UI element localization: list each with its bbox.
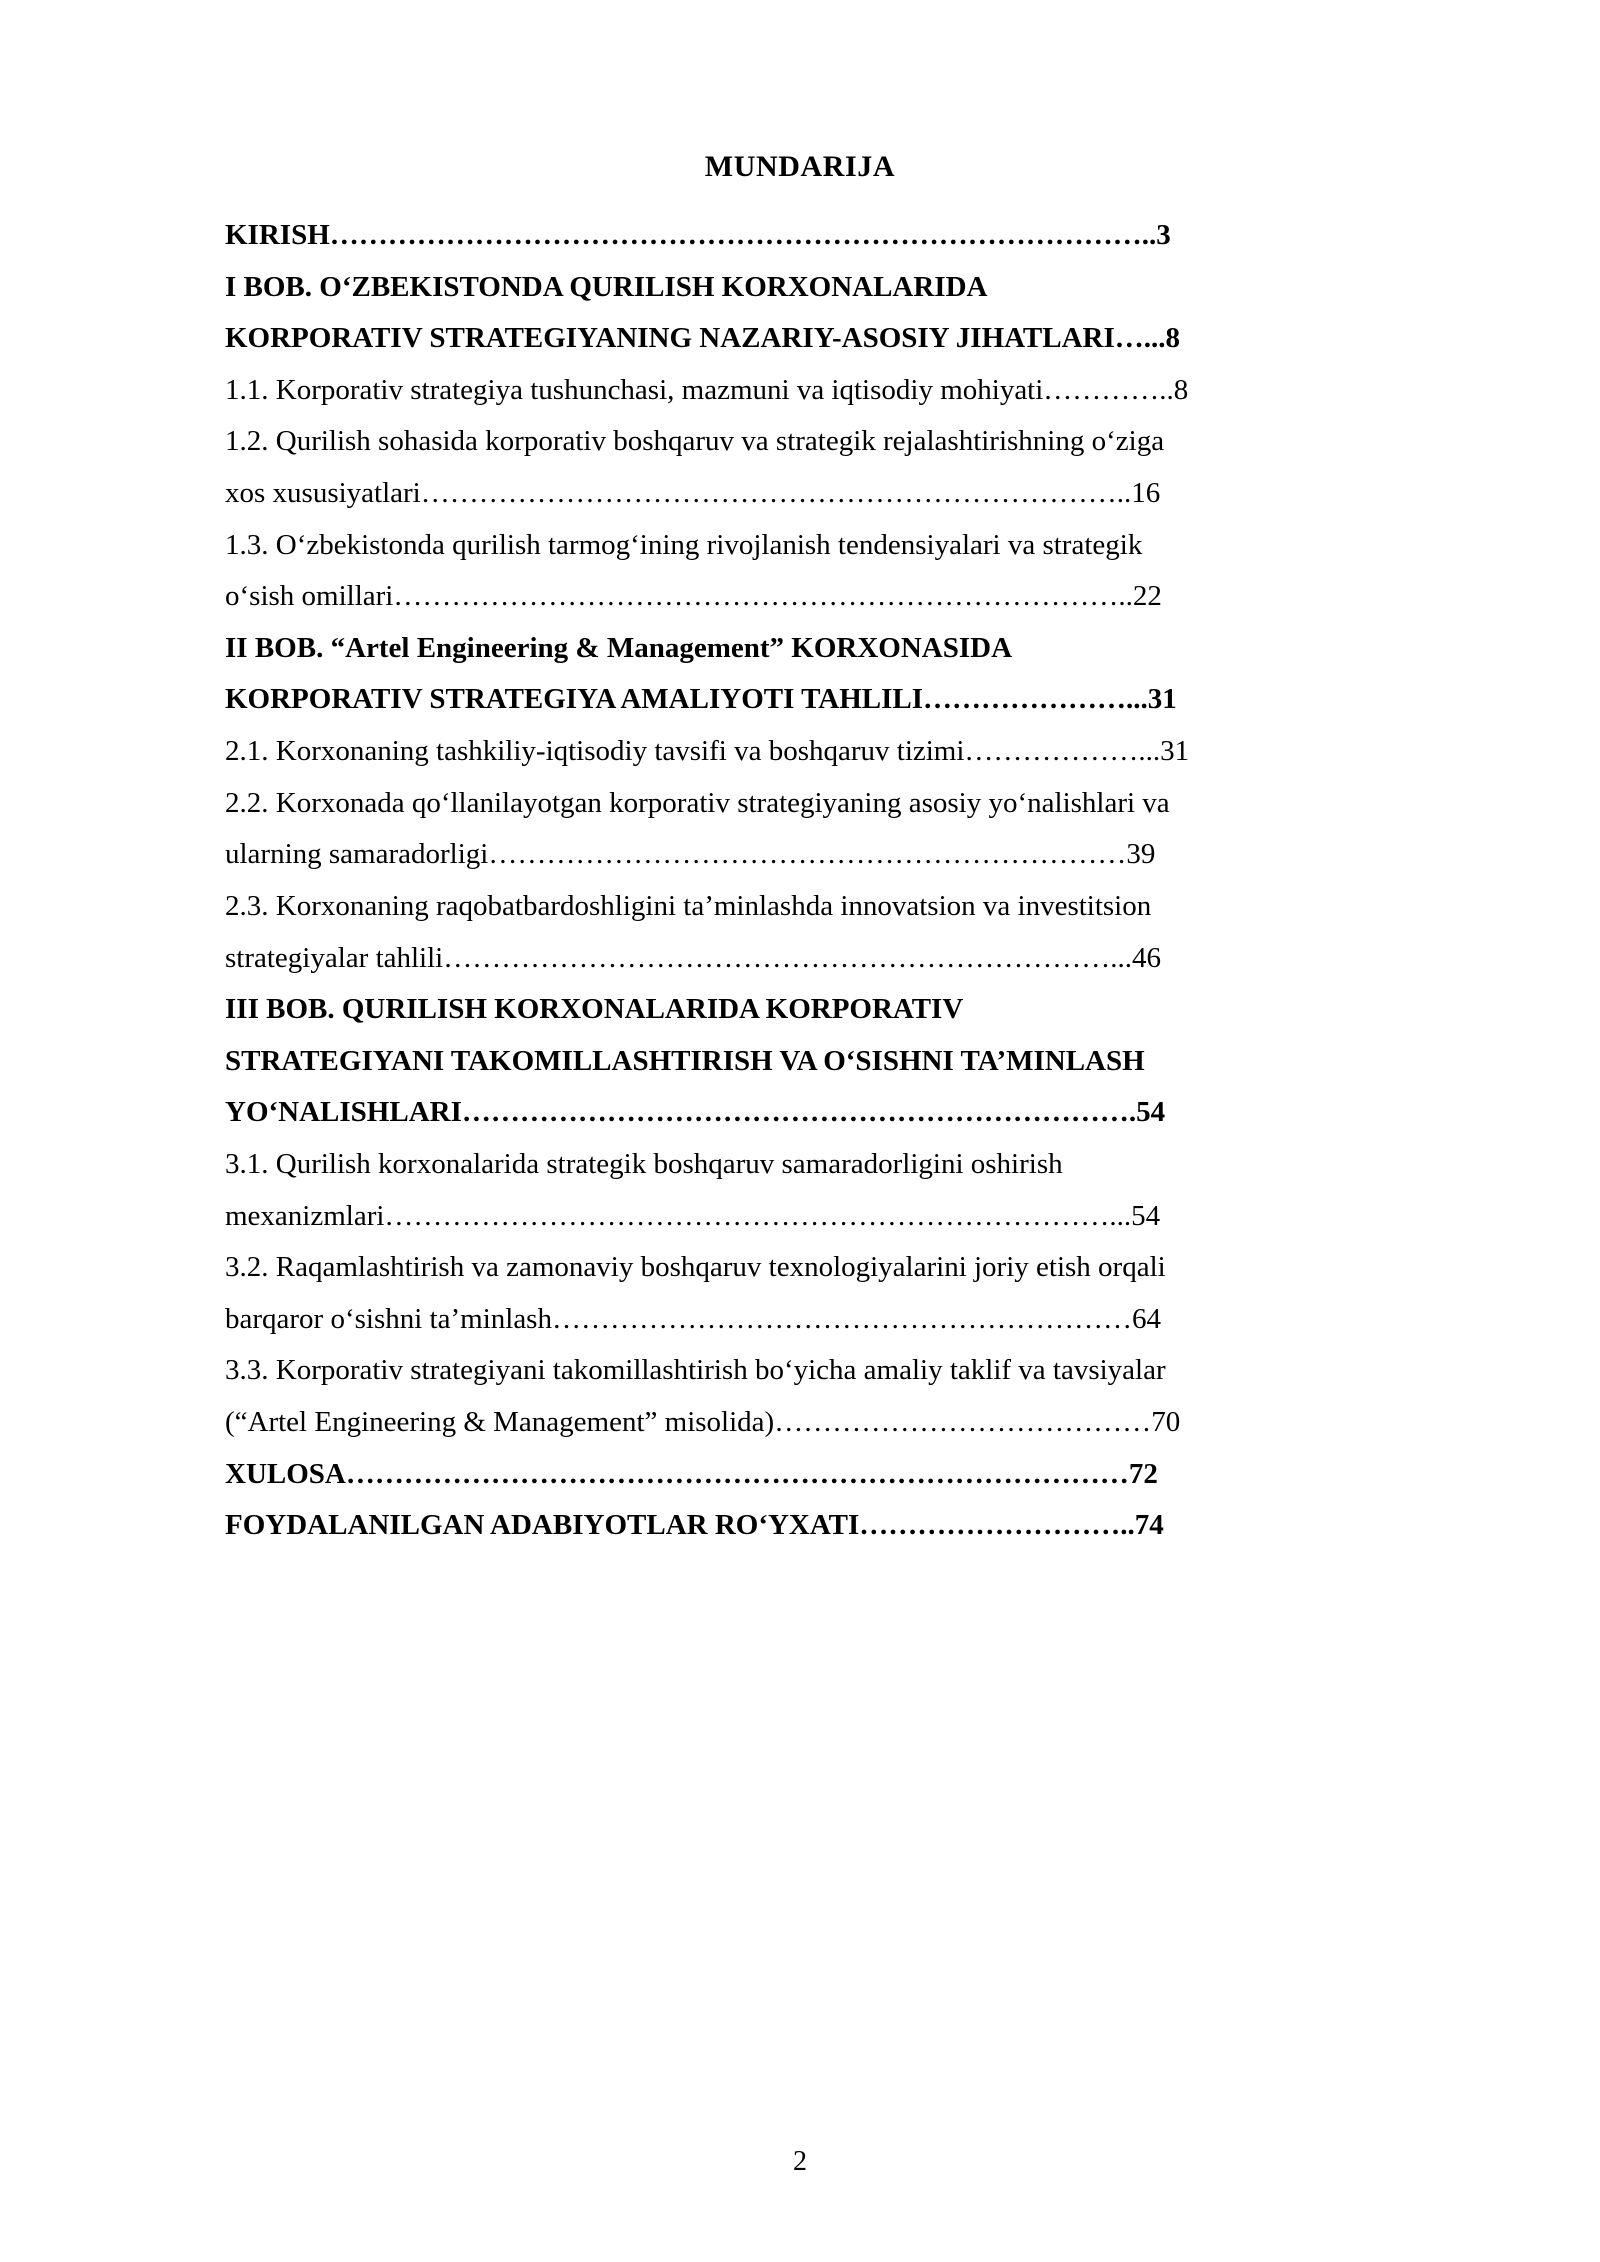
- toc-entry: 2.1. Korxonaning tashkiliy-iqtisodiy tavsifi va boshqaruv tizimi………………...31: [225, 735, 1190, 768]
- toc-entry: 2.3. Korxonaning raqobatbardoshligini ta’minlashda innovatsion va investitsion: [225, 889, 1152, 922]
- toc-entry: mexanizmlari…………………………………………………………………...54: [225, 1199, 1161, 1232]
- toc-entry: strategiyalar tahlili……………………………………………………………...46: [225, 941, 1161, 974]
- toc-entry: o‘sish omillari…………………………………………………………………..22: [225, 580, 1162, 613]
- toc-entry: barqaror o‘sishni ta’minlash……………………………………………………64: [225, 1302, 1161, 1335]
- toc-entry: ularning samaradorligi…………………………………………………………39: [225, 838, 1156, 871]
- toc-entry: KORPORATIV STRATEGIYA AMALIYOTI TAHLILI…………………...31: [225, 683, 1177, 716]
- toc-entry: 1.1. Korporativ strategiya tushunchasi, mazmuni va iqtisodiy mohiyati…………..8: [225, 373, 1189, 406]
- toc-entry: III BOB. QURILISH KORXONALARIDA KORPORATIV: [225, 993, 964, 1026]
- toc-entry: 1.2. Qurilish sohasida korporativ boshqaruv va strategik rejalashtirishning o‘ziga: [225, 425, 1165, 458]
- toc-entry: KORPORATIV STRATEGIYANING NAZARIY-ASOSIY JIHATLARI…...8: [225, 322, 1181, 355]
- toc-entry: 2.2. Korxonada qo‘llanilayotgan korporativ strategiyaning asosiy yo‘nalishlari va: [225, 786, 1170, 819]
- toc-entry: xos xususiyatlari………………………………………………………………..16: [225, 477, 1161, 510]
- table-of-contents: [225, 210, 1375, 1552]
- toc-entry: I BOB. O‘ZBEKISTONDA QURILISH KORXONALARIDA: [225, 270, 988, 303]
- toc-entry: 1.3. O‘zbekistonda qurilish tarmog‘ining rivojlanish tendensiyalari va strategik: [225, 528, 1143, 561]
- toc-entry: II BOB. “Artel Engineering & Management” KORXONASIDA: [225, 631, 1013, 664]
- toc-entry: 3.2. Raqamlashtirish va zamonaviy boshqaruv texnologiyalarini joriy etish orqali: [225, 1251, 1166, 1284]
- toc-entry: (“Artel Engineering & Management” misolida)…………………………………70: [225, 1406, 1181, 1439]
- toc-entry: FOYDALANILGAN ADABIYOTLAR RO‘YXATI………………………..74: [225, 1509, 1164, 1542]
- page-number: 2: [793, 2146, 807, 2177]
- toc-entry: 3.3. Korporativ strategiyani takomillashtirish bo‘yicha amaliy taklif va tavsiyalar: [225, 1354, 1166, 1387]
- toc-entry: STRATEGIYANI TAKOMILLASHTIRISH VA O‘SISHNI TA’MINLASH: [225, 1044, 1145, 1077]
- toc-entry: 3.1. Qurilish korxonalarida strategik boshqaruv samaradorligini oshirish: [225, 1147, 1063, 1180]
- toc-entry: KIRISH…………………………………………………………………………..3: [225, 219, 1171, 251]
- toc-entry: XULOSA………………………………………………………………………72: [225, 1457, 1158, 1490]
- toc-entry: YO‘NALISHLARI…………………………………………………………….54: [225, 1096, 1166, 1129]
- page-title: MUNDARIJA: [704, 150, 896, 183]
